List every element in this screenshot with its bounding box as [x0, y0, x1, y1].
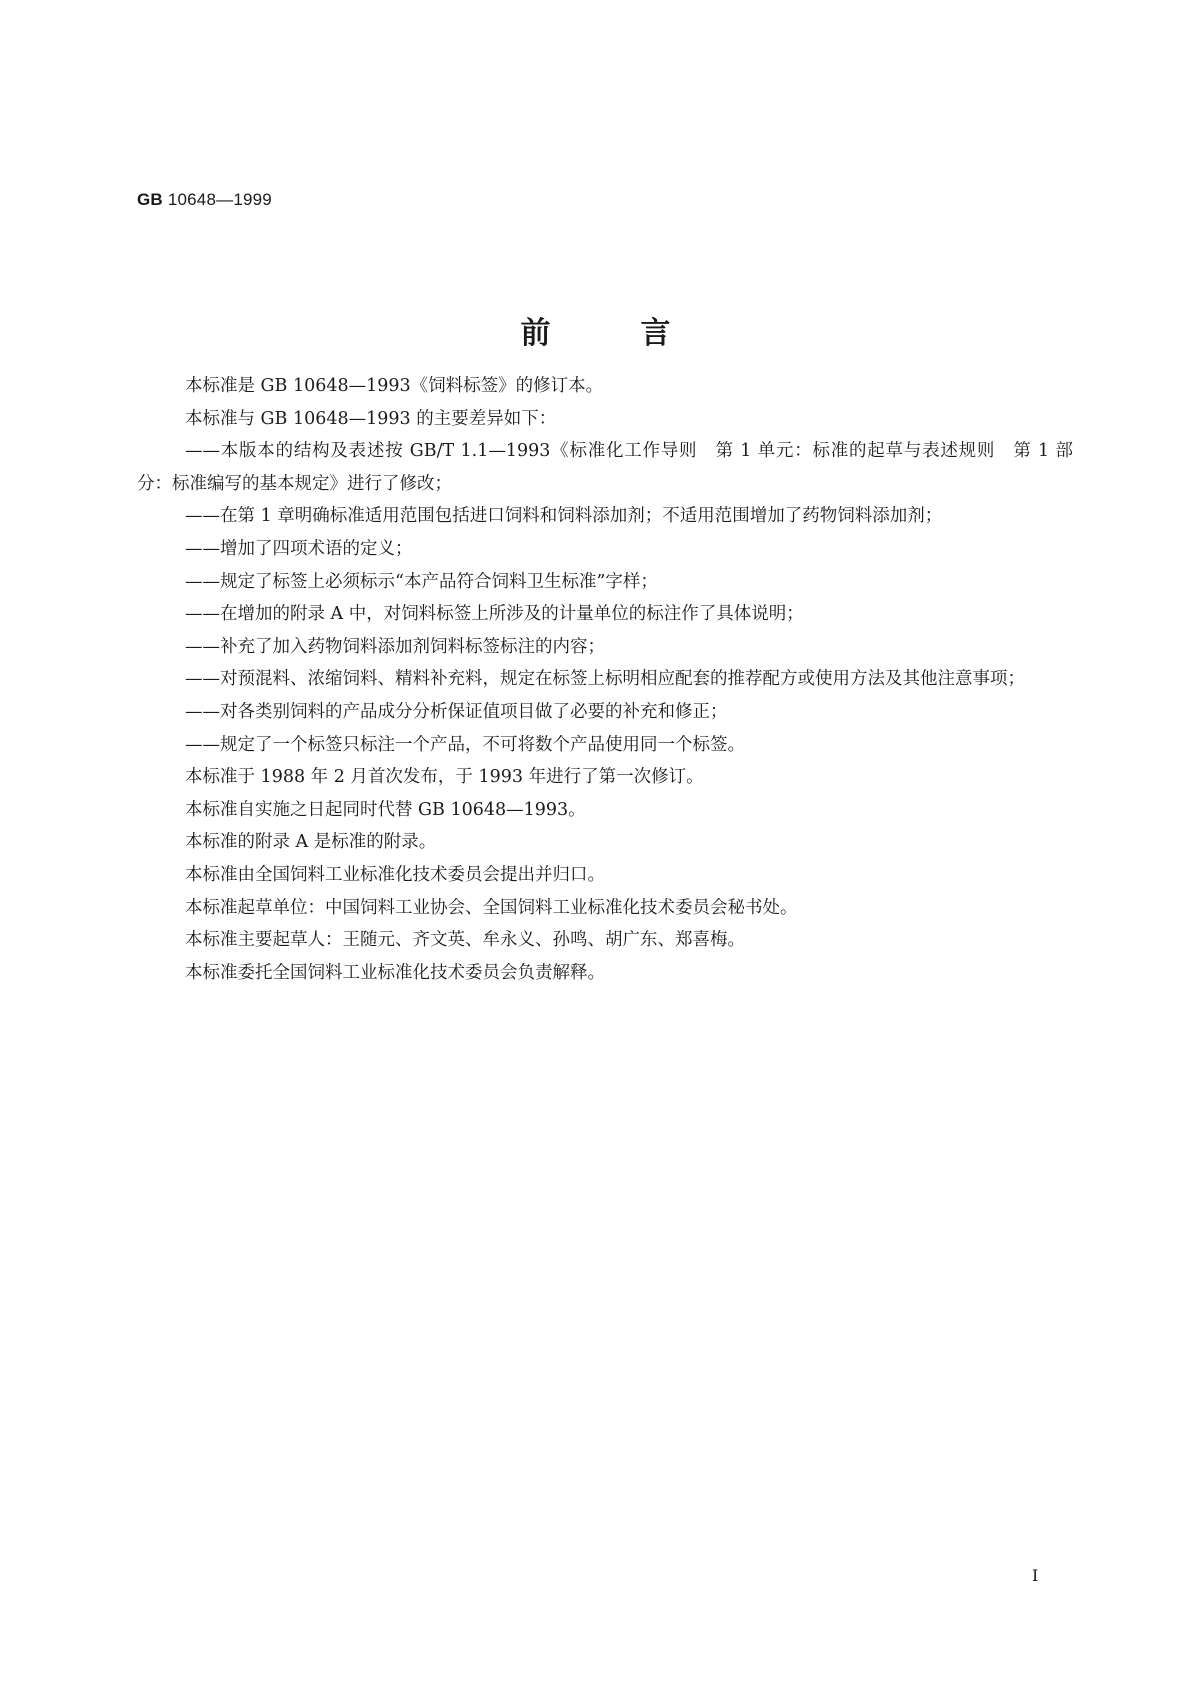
- list-item: ——本版本的结构及表述按 GB/T 1.1—1993《标准化工作导则 第 1 单元：标准的起草与表述规则 第 1 部分：标准编写的基本规定》进行了修改；: [137, 441, 1073, 494]
- section-title: 前言: [520, 316, 761, 351]
- paragraph: 本标准委托全国饲料工业标准化技术委员会负责解释。: [185, 962, 605, 983]
- foreword-body: [137, 370, 1073, 989]
- page-number: I: [1032, 1566, 1039, 1585]
- paragraph: 本标准是 GB 10648—1993《饲料标签》的修订本。: [185, 376, 604, 396]
- standard-code-header: [137, 190, 272, 210]
- list-item: ——在增加的附录 A 中，对饲料标签上所涉及的计量单位的标注作了具体说明；: [185, 604, 804, 625]
- standard-number: 10648—1999: [167, 190, 272, 209]
- list-item: ——对各类别饲料的产品成分分析保证值项目做了必要的补充和修正；: [185, 701, 728, 722]
- list-item: ——规定了一个标签只标注一个产品，不可将数个产品使用同一个标签。: [185, 734, 745, 755]
- standard-prefix: GB: [137, 190, 163, 209]
- list-item: ——增加了四项术语的定义；: [185, 538, 413, 559]
- paragraph: 本标准自实施之日起同时代替 GB 10648—1993。: [185, 799, 586, 820]
- paragraph: 本标准由全国饲料工业标准化技术委员会提出并归口。: [185, 864, 605, 885]
- list-item: ——对预混料、浓缩饲料、精料补充料，规定在标签上标明相应配套的推荐配方或使用方法及其他注意事项；: [185, 669, 1025, 690]
- list-item: ——规定了标签上必须标示“本产品符合饲料卫生标准”字样；: [185, 571, 658, 592]
- paragraph: 本标准主要起草人：王随元、齐文英、牟永义、孙鸣、胡广东、郑喜梅。: [185, 930, 745, 951]
- list-item: ——在第 1 章明确标准适用范围包括进口饲料和饲料添加剂；不适用范围增加了药物饲料添加剂；: [185, 506, 943, 527]
- paragraph: 本标准于 1988 年 2 月首次发布，于 1993 年进行了第一次修订。: [185, 767, 704, 788]
- paragraph: 本标准起草单位：中国饲料工业协会、全国饲料工业标准化技术委员会秘书处。: [185, 897, 798, 918]
- paragraph: 本标准的附录 A 是标准的附录。: [185, 832, 437, 853]
- list-item: ——补充了加入药物饲料添加剂饲料标签标注的内容；: [185, 636, 605, 657]
- paragraph: 本标准与 GB 10648—1993 的主要差异如下：: [185, 408, 557, 429]
